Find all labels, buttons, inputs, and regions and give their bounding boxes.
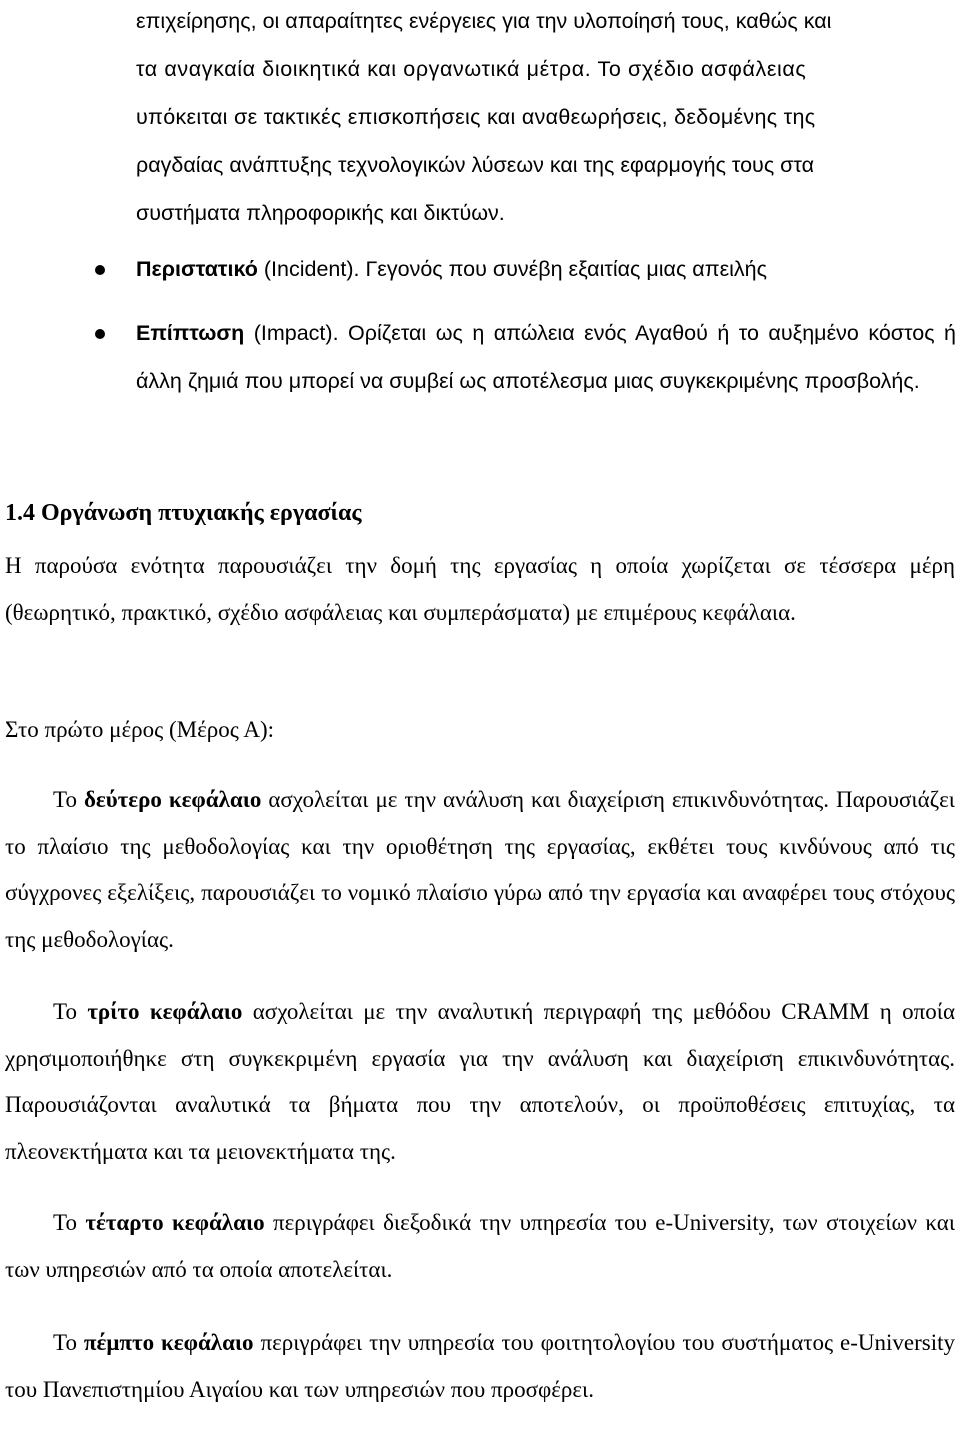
- chapter-paragraph-5: [5, 1320, 955, 1413]
- chapter-title: πέμπτο κεφάλαιο: [83, 1330, 254, 1355]
- bullet-term: Περιστατικό: [136, 257, 258, 281]
- intro-paragraph: [136, 0, 956, 237]
- chapter-paragraph-4: [5, 1200, 955, 1293]
- intro-line: τα αναγκαία διοικητικά και οργανωτικά μέτρα. Το σχέδιο ασφάλειας: [136, 57, 807, 81]
- bullet-definition: (Incident). Γεγονός που συνέβη εξαιτίας μιας απειλής: [257, 257, 767, 281]
- bullet-definition: (Impact). Ορίζεται ως η απώλεια ενός Αγαθού ή το αυξημένο κόστος ή άλλη ζημιά που μπορεί να συμβεί ως αποτέλεσμα μιας συγκεκριμένης προσβολής.: [136, 321, 956, 393]
- intro-line: επιχείρησης, οι απαραίτητες ενέργειες για την υλοποίησή τους, καθώς και: [136, 9, 832, 33]
- chapter-prefix: Το: [53, 1210, 86, 1235]
- chapter-text: ασχολείται με την ανάλυση και διαχείριση επικινδυνότητας. Παρουσιάζει το πλαίσιο της μεθοδολογίας και την οριοθέτηση της εργασίας, εκθέτει τους κινδύνους από τις σύγχρονες εξελίξεις, παρουσιάζει το νομικό πλαίσιο γύρω από την εργασία και αναφέρει τους στόχους της μεθοδολογίας.: [5, 787, 955, 952]
- chapter-text: περιγράφει την υπηρεσία του φοιτητολογίου του συστήματος e-University του Πανεπιστημίου Αιγαίου και των υπηρεσιών που προσφέρει.: [5, 1330, 956, 1402]
- chapter-prefix: Το: [53, 999, 88, 1024]
- intro-line: ραγδαίας ανάπτυξης τεχνολογικών λύσεων και της εφαρμογής τους στα: [136, 153, 815, 177]
- chapter-paragraph-2: [5, 777, 955, 963]
- intro-line: υπόκειται σε τακτικές επισκοπήσεις και αναθεωρήσεις, δεδομένης της: [136, 105, 816, 129]
- bullet-term: Επίπτωση: [136, 321, 245, 345]
- chapter-title: τέταρτο κεφάλαιο: [85, 1210, 265, 1235]
- chapter-paragraph-3: [5, 989, 955, 1175]
- section-heading: 1.4 Οργάνωση πτυχιακής εργασίας: [5, 500, 362, 526]
- part-a-label: Στο πρώτο μέρος (Μέρος Α):: [5, 717, 275, 742]
- chapter-prefix: Το: [53, 1330, 84, 1355]
- bullet-dot: [95, 265, 105, 275]
- bullet-dot: [95, 329, 105, 339]
- intro-line: συστήματα πληροφορικής και δικτύων.: [136, 201, 505, 225]
- chapter-title: τρίτο κεφάλαιο: [87, 999, 243, 1024]
- chapter-text: ασχολείται με την αναλυτική περιγραφή της μεθόδου CRAMM η οποία χρησιμοποιήθηκε στη συγκεκριμένη εργασία για την ανάλυση και διαχείριση επικινδυνότητας. Παρουσιάζονται αναλυτικά τα βήματα που την αποτελούν, οι προϋποθέσεις επιτυχίας, τα πλεονεκτήματα και τα μειονεκτήματα της.: [5, 999, 956, 1164]
- chapter-prefix: Το: [53, 787, 84, 812]
- chapter-title: δεύτερο κεφάλαιο: [83, 787, 262, 812]
- overview-paragraph: Η παρούσα ενότητα παρουσιάζει την δομή της εργασίας η οποία χωρίζεται σε τέσσερα μέρη (θεωρητικό, πρακτικό, σχέδιο ασφάλειας και συμπεράσματα) με επιμέρους κεφάλαια.: [5, 553, 955, 625]
- chapter-text: περιγράφει διεξοδικά την υπηρεσία του e-University, των στοιχείων και των υπηρεσιών από τα οποία αποτελείται.: [5, 1210, 956, 1282]
- bullet-text: [136, 309, 956, 405]
- bullet-text: [136, 245, 956, 293]
